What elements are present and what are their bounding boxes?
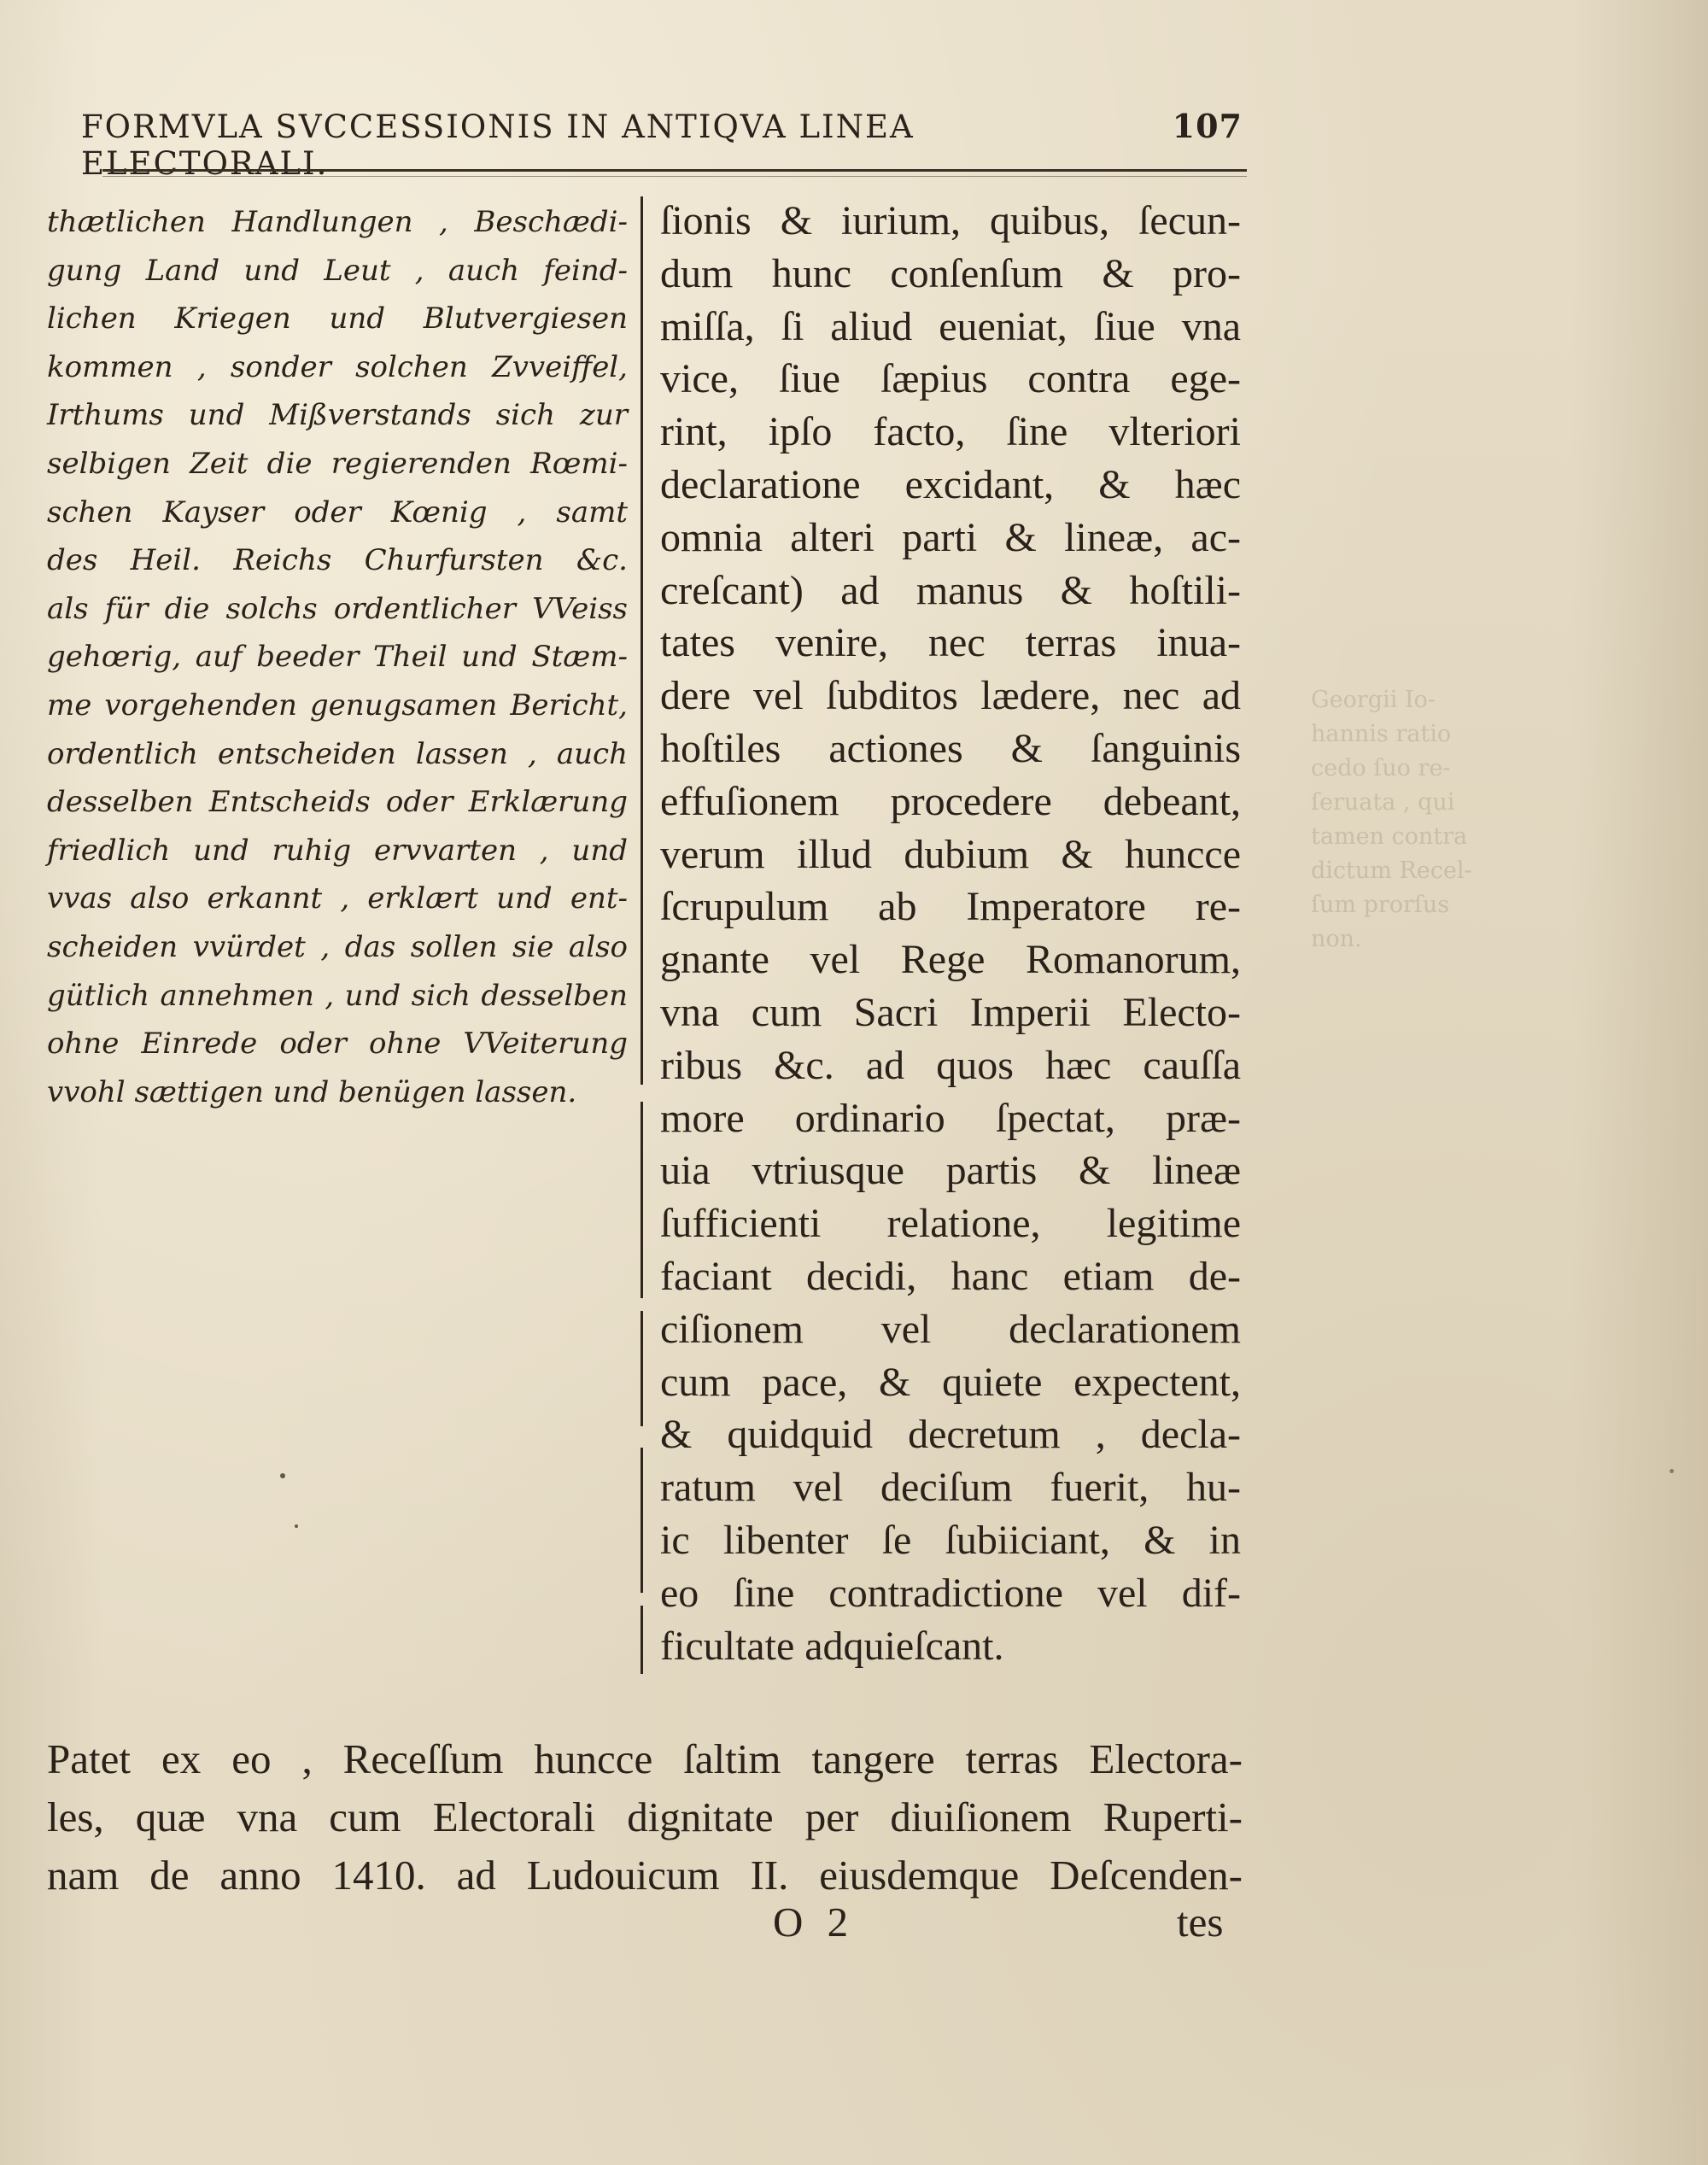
latin-line: dum hunc conſenſum & pro-: [660, 250, 1241, 296]
german-line: lichen Kriegen und Blutvergiesen: [47, 301, 628, 336]
german-line: gehœrig, auf beeder Theil und Stæm-: [47, 640, 628, 675]
latin-line: rint, ipſo facto, ſine vlteriori: [660, 409, 1241, 455]
header-rule: [102, 169, 1247, 177]
latin-line: verum illud dubium & huncce: [660, 831, 1241, 877]
ink-speck: [1670, 1469, 1674, 1473]
latin-line: ribus &c. ad quos hæc cauſſa: [660, 1042, 1241, 1088]
latin-line: miſſa, ſi aliud eueniat, ſiue vna: [660, 303, 1241, 349]
german-line: vvohl sættigen und benügen lassen.: [47, 1074, 577, 1109]
latin-line: ſionis & iurium, quibus, ſecun-: [660, 198, 1241, 243]
latin-line: ciſionem vel declarationem: [660, 1306, 1241, 1352]
latin-line: ficultate adquieſcant.: [660, 1623, 1004, 1669]
latin-line: vna cum Sacri Imperii Electo-: [660, 989, 1241, 1035]
german-line: scheiden vvürdet , das sollen sie also: [47, 929, 628, 964]
show-through-text: Georgii Io- hannis ratio cedo ſuo re- ſeruata , qui tamen contra dictum Recel- ſum prorſus non.: [1311, 687, 1472, 952]
german-line: ohne Einrede oder ohne VVeiterung: [47, 1027, 628, 1062]
paragraph-line: les, quæ vna cum Electorali dignitate per diuiſionem Ruperti-: [47, 1793, 1243, 1840]
latin-line: dere vel ſubditos lædere, nec ad: [660, 673, 1241, 719]
german-line: selbigen Zeit die regierenden Rœmi-: [47, 446, 628, 481]
column-divider: [640, 1102, 643, 1298]
signature-mark: O 2: [773, 1899, 856, 1946]
latin-line: hoſtiles actiones & ſanguinis: [660, 725, 1241, 771]
german-line: gütlich annehmen , und sich desselben: [47, 978, 628, 1013]
ink-speck: [295, 1524, 298, 1528]
german-line: gung Land und Leut , auch feind-: [47, 253, 628, 288]
latin-line: ic libenter ſe ſubiiciant, & in: [660, 1517, 1241, 1563]
latin-line: tates venire, nec terras inua-: [660, 620, 1241, 666]
latin-line: ſcrupulum ab Imperatore re-: [660, 884, 1241, 930]
german-line: ordentlich entscheiden lassen , auch: [47, 736, 628, 771]
latin-line: declaratione excidant, & hæc: [660, 461, 1241, 507]
german-column: [47, 198, 628, 1116]
german-line: Irthums und Mißverstands sich zur: [47, 398, 628, 433]
german-line: me vorgehenden genugsamen Bericht,: [47, 688, 628, 723]
german-line: als für die solchs ordentlicher VVeiss: [47, 591, 628, 626]
german-line: schen Kayser oder Kœnig , samt: [47, 494, 628, 530]
paragraph-line: Patet ex eo , Receſſum huncce ſaltim tangere terras Electora-: [47, 1735, 1243, 1782]
latin-line: ratum vel deciſum fuerit, hu-: [660, 1465, 1241, 1511]
latin-line: uia vtriusque partis & lineæ: [660, 1148, 1241, 1194]
latin-line: eo ſine contradictione vel dif-: [660, 1570, 1241, 1616]
latin-line: faciant decidi, hanc etiam de-: [660, 1253, 1241, 1299]
running-title: FORMVLA SVCCESSIONIS IN ANTIQVA LINEA ELECTORALI.: [81, 108, 915, 182]
paragraph-line: nam de anno 1410. ad Ludouicum II. eiusdemque Deſcenden-: [47, 1852, 1243, 1899]
latin-column: [660, 195, 1241, 1672]
latin-line: creſcant) ad manus & hoſtili-: [660, 567, 1241, 613]
latin-line: ſufficienti relatione, legitime: [660, 1201, 1241, 1247]
latin-line: gnante vel Rege Romanorum,: [660, 937, 1241, 983]
latin-line: effuſionem procedere debeant,: [660, 778, 1241, 824]
german-line: des Heil. Reichs Churfursten &c.: [47, 543, 628, 578]
catchword: tes: [1177, 1899, 1224, 1946]
latin-line: cum pace, & quiete expectent,: [660, 1359, 1241, 1405]
column-divider: [640, 1606, 643, 1674]
latin-line: vice, ſiue ſæpius contra ege-: [660, 356, 1241, 402]
column-divider: [640, 196, 643, 1085]
german-line: kommen , sonder solchen Zvveiffel,: [47, 349, 628, 384]
page-number: 107: [1172, 107, 1243, 145]
column-divider: [640, 1448, 643, 1593]
german-line: vvas also erkannt , erklært und ent-: [47, 881, 628, 916]
german-line: desselben Entscheids oder Erklærung: [47, 785, 628, 820]
page-footer: [0, 1898, 1708, 1949]
latin-line: omnia alteri parti & lineæ, ac-: [660, 514, 1241, 560]
latin-line: & quidquid decretum , decla-: [660, 1412, 1241, 1458]
german-line: thætlichen Handlungen , Beschædi-: [47, 205, 628, 239]
german-line: friedlich und ruhig ervvarten , und: [47, 833, 628, 868]
column-divider: [640, 1311, 643, 1426]
ink-speck: [280, 1473, 285, 1478]
body-paragraph: [47, 1730, 1243, 1905]
latin-line: more ordinario ſpectat, præ-: [660, 1095, 1241, 1141]
